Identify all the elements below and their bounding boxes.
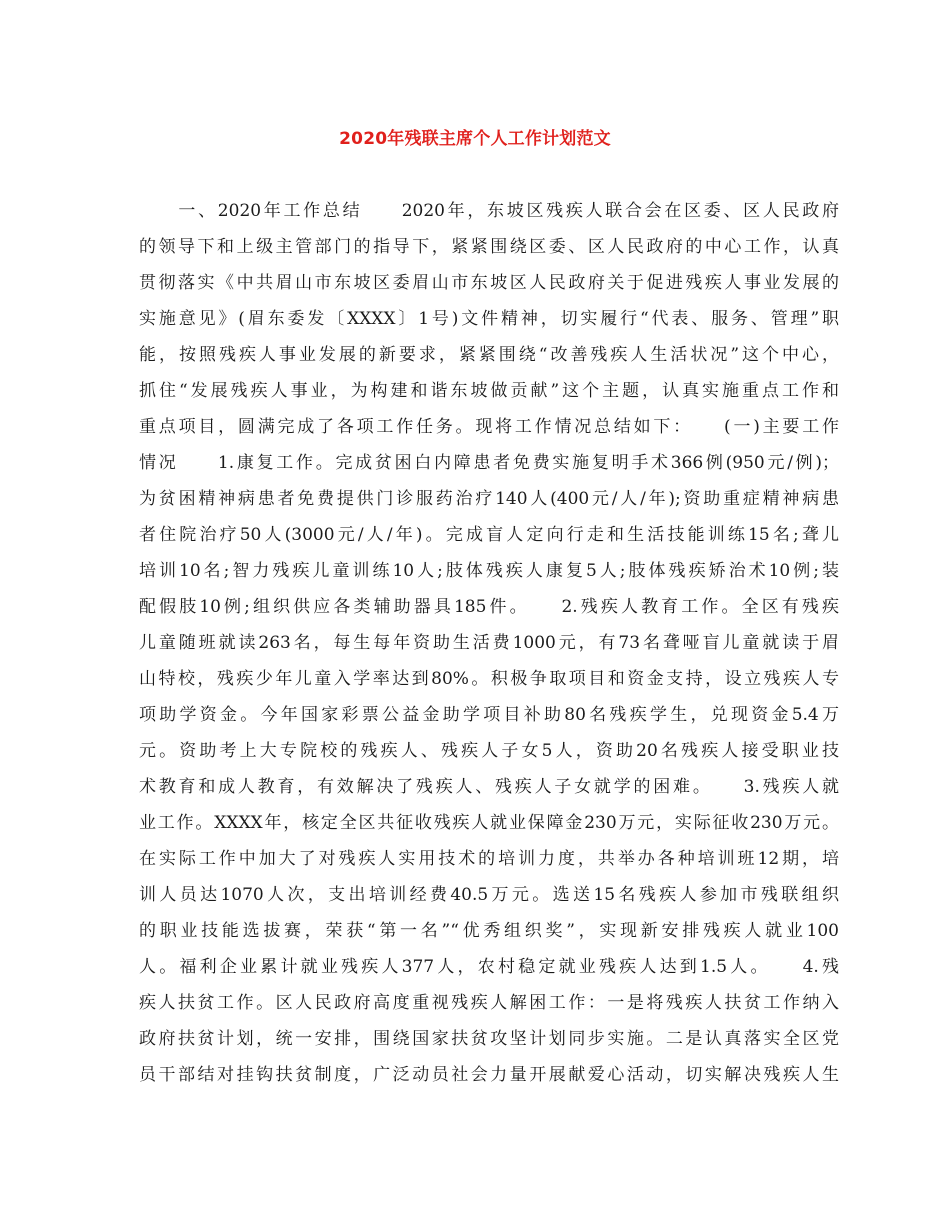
body-line: 在实际工作中加大了对残疾人实用技术的培训力度，共举办各种培训班12期，培 <box>139 849 839 869</box>
body-line: 贯彻落实《中共眉山市东坡区委眉山市东坡区人民政府关于促进残疾人事业发展的 <box>139 273 839 293</box>
body-line: 重点项目，圆满完成了各项工作任务。现将工作情况总结如下： (一)主要工作 <box>139 417 839 437</box>
body-line: 情况 1.康复工作。完成贫困白内障患者免费实施复明手术366例(950元/例)； <box>139 453 839 473</box>
body-line: 术教育和成人教育，有效解决了残疾人、残疾人子女就学的困难。 3.残疾人就 <box>139 777 839 797</box>
body-line: 山特校，残疾少年儿童入学率达到80%。积极争取项目和资金支持，设立残疾人专 <box>139 669 839 689</box>
body-line: 配假肢10例;组织供应各类辅助器具185件。 2.残疾人教育工作。全区有残疾 <box>139 597 839 617</box>
body-line: 人。福利企业累计就业残疾人377人，农村稳定就业残疾人达到1.5人。 4.残 <box>139 957 839 977</box>
body-line: 的职业技能选拔赛，荣获“第一名”“优秀组织奖”，实现新安排残疾人就业100 <box>139 921 839 941</box>
body-line: 儿童随班就读263名，每生每年资助生活费1000元，有73名聋哑盲儿童就读于眉 <box>139 633 839 653</box>
body-line: 一、2020年工作总结 2020年，东坡区残疾人联合会在区委、区人民政府 <box>139 201 839 221</box>
body-line: 疾人扶贫工作。区人民政府高度重视残疾人解困工作：一是将残疾人扶贫工作纳入 <box>139 993 839 1013</box>
body-line: 抓住“发展残疾人事业，为构建和谐东坡做贡献”这个主题，认真实施重点工作和 <box>139 381 839 401</box>
body-line: 能，按照残疾人事业发展的新要求，紧紧围绕“改善残疾人生活状况”这个中心， <box>139 345 839 365</box>
document-body <box>139 193 839 1093</box>
document-title: 2020年残联主席个人工作计划范文 <box>339 129 611 149</box>
body-line: 实施意见》(眉东委发〔XXXX〕1号)文件精神，切实履行“代表、服务、管理”职 <box>139 309 839 329</box>
body-line: 的领导下和上级主管部门的指导下，紧紧围绕区委、区人民政府的中心工作，认真 <box>139 237 839 257</box>
body-line: 培训10名;智力残疾儿童训练10人;肢体残疾人康复5人;肢体残疾矫治术10例;装 <box>139 561 839 581</box>
body-line: 员干部结对挂钩扶贫制度，广泛动员社会力量开展献爱心活动，切实解决残疾人生 <box>139 1065 839 1085</box>
body-line: 项助学资金。今年国家彩票公益金助学项目补助80名残疾学生，兑现资金5.4万 <box>139 705 839 725</box>
body-line: 训人员达1070人次，支出培训经费40.5万元。选送15名残疾人参加市残联组织 <box>139 885 839 905</box>
body-line: 元。资助考上大专院校的残疾人、残疾人子女5人，资助20名残疾人接受职业技 <box>139 741 839 761</box>
body-line: 业工作。XXXX年，核定全区共征收残疾人就业保障金230万元，实际征收230万元。 <box>139 813 839 833</box>
body-line: 者住院治疗50人(3000元/人/年)。完成盲人定向行走和生活技能训练15名;聋儿 <box>139 525 839 545</box>
body-line: 为贫困精神病患者免费提供门诊服药治疗140人(400元/人/年);资助重症精神病患 <box>139 489 839 509</box>
body-line: 政府扶贫计划，统一安排，围绕国家扶贫攻坚计划同步实施。二是认真落实全区党 <box>139 1029 839 1049</box>
